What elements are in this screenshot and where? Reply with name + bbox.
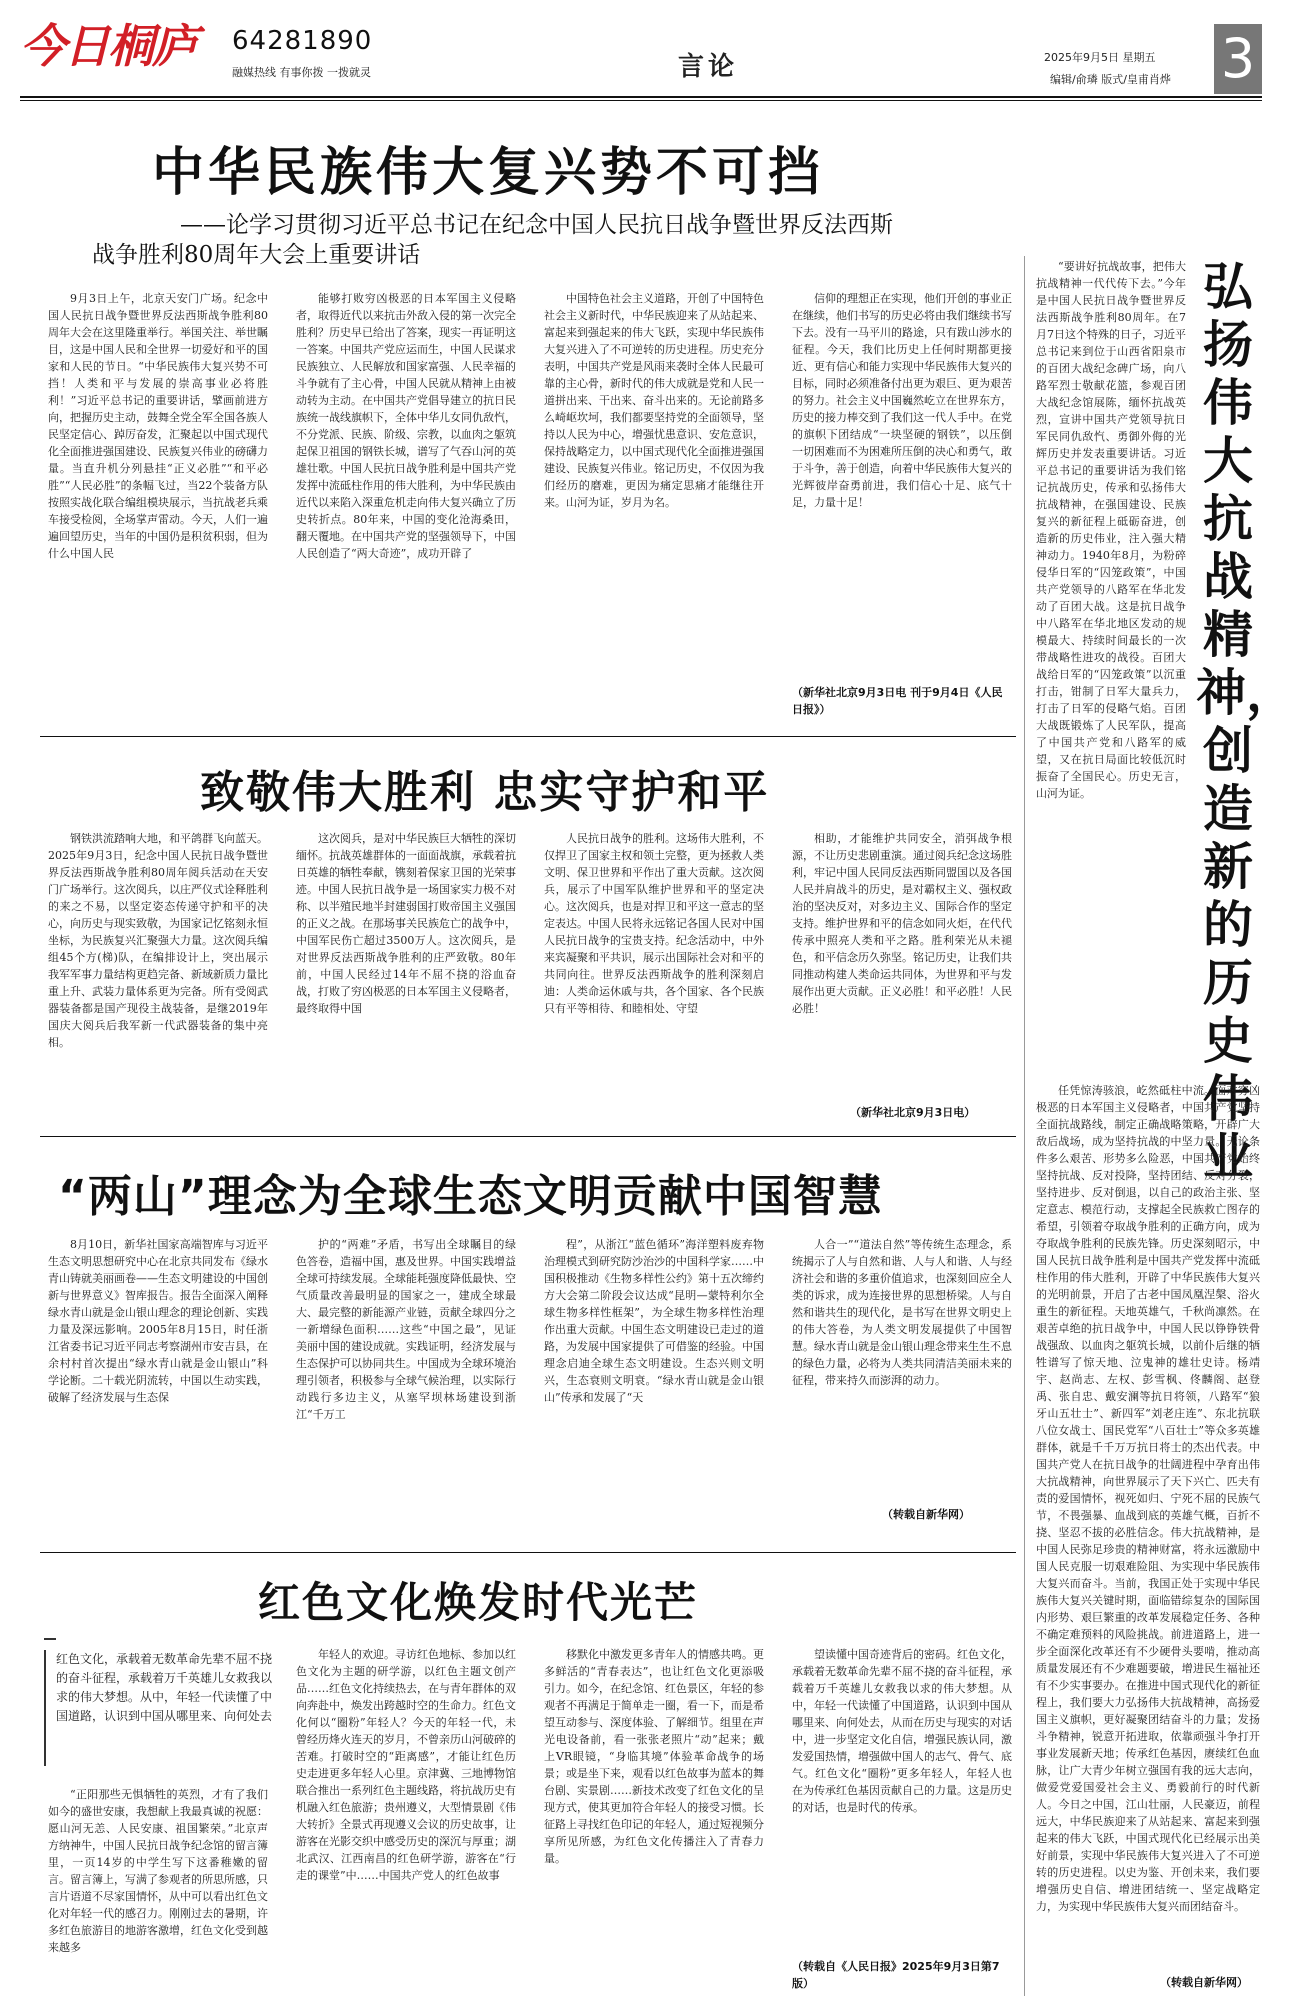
hotline-slogan: 融媒热线 有事你拨 一拨就灵 bbox=[232, 66, 371, 79]
article3-credit: （转载自新华网） bbox=[882, 1508, 970, 1521]
article2-column-2: 这次阅兵，是对中华民族巨大牺牲的深切缅怀。抗战英雄群体的一面面战旗，承载着抗日英雄的牺牲奉献，镌刻着保家卫国的光荣事迹。中国人民抗日战争是一场国家实力极不对称、以半殖民地半封建弱国打败帝国主义强国的正义之战。在那场事关民族危亡的战争中，中国军民伤亡超过3500万人。这次阅兵，是对世界反法西斯战争胜利的庄严致敬。80年前，中国人民经过14年不屈不挠的浴血奋战，打败了穷凶极恶的日本军国主义侵略者，最终取得中国 bbox=[296, 832, 516, 1015]
hotline-number: 64281890 bbox=[232, 26, 373, 56]
sidebar-credit: （转载自新华网） bbox=[1160, 1976, 1248, 1989]
article4-column-2: 年轻人的欢迎。寻访红色地标、参加以红色文化为主题的研学游，以红色主题文创产品……红色文化持续热去，在与青年群体的双向奔赴中，焕发出跨越时空的生命力。红色文化何以“圈粉”年轻人？今天的年轻一代，未曾经历烽火连天的岁月，不曾亲历山河破碎的苦难。打破时空的“距离感”，才能让红色历史走进更多年轻人心里。京津冀、三地博物馆联合推出一系列红色主题线路，将抗战历史有机融入红色旅游；贵州遵义，大型情景剧《伟大转折》全景式再现遵义会议的历史故事，让游客在光影交织中感受历史的深沉与厚重；湖北武汉、江西南昌的红色研学游，游客在“行走的课堂”中……中国共产党人的红色故事 bbox=[296, 1648, 516, 1882]
article4-column-4: 望读懂中国奇迹背后的密码。红色文化，承载着无数革命先辈不屈不挠的奋斗征程，承载着万千英雄儿女救我以求的伟大梦想。从中，年轻一代读懂了中国道路，认识到中国从哪里来、向何处去，从而在历史与现实的对话中，进一步坚定文化自信，增强民族认同，激发爱国热情，增强做中国人的志气、骨气、底气。红色文化“圈粉”更多年轻人，年轻人也在为传承红色基因贡献自己的力量。这是历史的对话，也是时代的传承。 bbox=[792, 1648, 1012, 1814]
editor-credits: 编辑/俞璘 版式/皇甫肖烨 bbox=[1050, 73, 1171, 86]
article1-subtitle-line2: 战争胜利80周年大会上重要讲话 bbox=[92, 242, 421, 268]
article4-column-1: “正阳那些无惧牺牲的英烈，才有了我们如今的盛世安康，我想献上我最真诚的祝愿：愿山河无恙、人民安康、祖国繁荣。”北京声方纳神牛，中国人民抗日战争纪念馆的留言簿里，一页14岁的中学生写下这番稚嫩的留言。留言簿上，写满了参观者的所思所感，只言片语道不尽家国情怀，从中可以看出红色文化对年轻一代的感召力。刚刚过去的暑期，许多红色旅游目的地游客激增，红色文化受到越来越多 bbox=[48, 1788, 268, 1954]
newspaper-logo: 今日桐庐 bbox=[20, 19, 196, 73]
divider-3 bbox=[40, 1552, 1016, 1553]
article1-credit: （新华社北京9月3日电 刊于9月4日《人民日报》） bbox=[792, 686, 1003, 716]
article1-subtitle-line1: ——论学习贯彻习近平总书记在纪念中国人民抗日战争暨世界反法西斯 bbox=[180, 212, 893, 238]
divider-2 bbox=[40, 1136, 1016, 1137]
article2-column-4: 相助，才能维护共同安全，消弭战争根源，不让历史悲剧重演。通过阅兵纪念这场胜利，牢记中国人民同反法西斯同盟国以及各国人民并肩战斗的历史，是对霸权主义、强权政治的坚决反对，对多边主义、国际合作的坚定支持。维护世界和平的信念如同火炬，在代代传承中照亮人类和平之路。胜利荣光从未褪色，和平信念历久弥坚。铭记历史，让我们共同推动构建人类命运共同体，为世界和平与发展作出更大贡献。正义必胜！和平必胜！人民必胜！ bbox=[792, 832, 1012, 1015]
article1-title: 中华民族伟大复兴势不可挡 bbox=[152, 143, 825, 203]
sidebar-title: 弘扬伟大抗战精神，创造新的历史伟业 bbox=[1196, 258, 1296, 1186]
article3-title: “两山”理念为全球生态文明贡献中国智慧 bbox=[58, 1171, 883, 1222]
section-name: 言论 bbox=[678, 52, 739, 82]
issue-date: 2025年9月5日 星期五 bbox=[1044, 51, 1156, 64]
quote-bracket bbox=[44, 1638, 56, 1652]
article3-column-2: 护的“两难”矛盾，书写出全球瞩目的绿色答卷，造福中国，惠及世界。中国实践增益全球可持续发展。全球能耗强度降低最快、空气质量改善最明显的国家之一，建成全球最大、最完整的新能源产业链，贡献全球四分之一新增绿色面积……这些“中国之最”，见证美丽中国的建设成就。实践证明，经济发展与生态保护可以协同共生。中国成为全球环境治理引领者，积极参与全球气候治理，以实际行动践行多边主义，从塞罕坝林场建设到浙江“千万工 bbox=[296, 1238, 516, 1421]
article3-column-4: 人合一”“道法自然”等传统生态理念，系统揭示了人与自然和谐、人与人和谐、人与经济社会和谐的多重价值追求，也深刻回应全人类的诉求，成为连接世界的思想桥梁。人与自然和谐共生的现代化，是书写在世界文明史上的伟大答卷，为人类文明发展提供了中国智慧。绿水青山就是金山银山理念带来生生不息的绿色力量，必将为人类共同清洁美丽未来的征程，带来持久而澎湃的动力。 bbox=[792, 1238, 1012, 1387]
article1-column-4: 信仰的理想正在实现，他们开创的事业正在继续，他们书写的历史必将由我们继续书写下去。没有一马平川的路途，只有跋山涉水的征程。今天，我们比历史上任何时期都更接近、更有信心和能力实现中华民族伟大复兴的目标，同时必须准备付出更为艰巨、更为艰苦的努力。社会主义中国巍然屹立在世界东方，历史的接力棒交到了我们这一代人手中。在党的旗帜下团结成“一块坚硬的钢铁”，以压倒一切困难而不为困难所压倒的决心和勇气，敢于斗争，善于创造，向着中华民族伟大复兴的光辉彼岸奋勇前进，我们信心十足、底气十足，力量十足！ bbox=[792, 292, 1012, 509]
article2-credit: （新华社北京9月3日电） bbox=[850, 1106, 976, 1119]
article3-column-1: 8月10日，新华社国家高端智库与习近平生态文明思想研究中心在北京共同发布《绿水青山铸就美丽画卷——生态文明建设的中国创新与世界意义》智库报告。报告全面深入阐释绿水青山就是金山银山理念的理论创新、实践力量及深远影响。2005年8月15日，时任浙江省委书记习近平同志考察湖州市安吉县，在余村村首次提出“绿水青山就是金山银山”科学论断。二十载光阴流转，中国以生动实践，破解了经济发展与生态保 bbox=[48, 1238, 268, 1404]
sidebar-column-bottom: 任凭惊涛骇浪，屹然砥柱中流。面对穷凶极恶的日本军国主义侵略者，中国共产党坚持全面抗战路线，制定正确战略策略，开辟广大敌后战场，成为坚持抗战的中坚力量。无论条件多么艰苦、形势多么险恶，中国共产党始终坚持抗战、反对投降，坚持团结、反对分裂，坚持进步、反对倒退，以自己的政治主张、坚定意志、模范行动，支撑起全民族救亡图存的希望，引领着夺取战争胜利的正确方向，成为夺取战争胜利的民族先锋。历史深刻昭示，中国人民抗日战争胜利是中国共产党发挥中流砥柱作用的伟大胜利，开辟了中华民族伟大复兴的光明前景，开启了古老中国凤凰涅槃、浴火重生的新征程。天地英雄气，千秋尚凛然。在艰苦卓绝的抗日战争中，中国人民以铮铮铁骨战强敌、以血肉之躯筑长城，以前仆后继的牺牲谱写了惊天地、泣鬼神的雄壮史诗。杨靖宇、赵尚志、左权、彭雪枫、佟麟阁、赵登禹、张自忠、戴安澜等抗日将领，八路军“狼牙山五壮士”、新四军“刘老庄连”、东北抗联八位女战士、国民党军“八百壮士”等众多英雄群体，就是千千万万抗日将士的杰出代表。中国共产党人在抗日战争的壮阔进程中孕育出伟大抗战精神，向世界展示了天下兴亡、匹夫有责的爱国情怀，视死如归、宁死不屈的民族气节，不畏强暴、血战到底的英雄气概，百折不挠、坚忍不拔的必胜信念。伟大抗战精神，是中国人民弥足珍贵的精神财富，将永远激励中国人民克服一切艰难险阻、为实现中华民族伟大复兴而奋斗。当前，我国正处于实现中华民族伟大复兴关键时期，面临错综复杂的国际国内形势、艰巨繁重的改革发展稳定任务、各种不确定难预料的风险挑战。前进道路上，进一步全面深化改革还有不少硬骨头要啃，推动高质量发展还有不少难题要破，增进民生福祉还有不少实事要办。在推进中国式现代化的新征程上，我们要大力弘扬伟大抗战精神，高扬爱国主义旗帜，更好凝聚团结奋斗的力量；发扬斗争精神，锐意开拓进取，依靠顽强斗争打开事业发展新天地；传承红色基因，赓续红色血脉，让广大青少年树立强国有我的远大志向，做爱党爱国爱社会主义、勇毅前行的时代新人。今日之中国，江山壮丽，人民豪迈，前程远大，中华民族迎来了从站起来、富起来到强起来的伟大飞跃，中国式现代化已经展示出美好前景，实现中华民族伟大复兴进入了不可逆转的历史进程。以史为鉴、开创未来，我们要增强历史自信、增进团结统一、坚定战略定力，为实现中华民族伟大复兴而团结奋斗。 bbox=[1036, 1084, 1260, 1913]
page-number: 3 bbox=[1214, 24, 1262, 94]
article4-credit: （转载自《人民日报》2025年9月3日第7版） bbox=[792, 1960, 1000, 1990]
article4-column-3: 移默化中激发更多青年人的情感共鸣。更多鲜活的“青春表达”，也让红色文化更添吸引力。如今，在纪念馆、红色景区，年轻的参观者不再满足于简单走一圈，看一下，而是希望互动参与、深度体验、了解细节。组里在声光电设备前，看一张张老照片“动”起来；戴上VR眼镜，“身临其境”体验革命战争的场景；或是坐下来，观看以红色故事为蓝本的舞台剧、实景剧……新技术改变了红色文化的呈现方式，使其更加符合年轻人的接受习惯。长征路上寻找红色印记的年轻人，通过短视频分享所见所感，为红色文化传播注入了青春力量。 bbox=[544, 1648, 764, 1865]
sidebar-divider bbox=[1024, 256, 1025, 1996]
article1-column-1: 9月3日上午，北京天安门广场。纪念中国人民抗日战争暨世界反法西斯战争胜利80周年大会在这里隆重举行。举国关注、举世瞩目，这是中国人民和全世界一切爱好和平的国家和人民的节日。“中华民族伟大复兴势不可挡！人类和平与发展的崇高事业必将胜利！”习近平总书记的重要讲话，擘画前进方向，把握历史主动，鼓舞全党全军全国各族人民坚定信心、踔厉奋发，汇聚起以中国式现代化全面推进强国建设、民族复兴伟业的磅礴力量。当直升机分列悬挂“正义必胜”“和平必胜”“人民必胜”的条幅飞过，当22个装备方队按照实战化联合编组模块展示，当抗战老兵乘车接受检阅，全场掌声雷动。今天，人们一遍遍回望历史，当年的中国仍是积贫积弱，但为什么中国人民 bbox=[48, 292, 268, 560]
article2-column-1: 钢铁洪流踏响大地，和平鸽群飞向蓝天。2025年9月3日，纪念中国人民抗日战争暨世界反法西斯战争胜利80周年阅兵活动在天安门广场举行。这次阅兵，以庄严仪式诠释胜利的来之不易，以坚定姿态传递守护和平的决心，向历史与现实致敬，为国家记忆铭刻永恒坐标，为民族复兴汇聚强大力量。这次阅兵编组45个方(梯)队，在编排设计上，突出展示我军军事力量结构更趋完备、新域新质力量比重上升、武装力量体系更为完备。所有受阅武器装备都是国产现役主战装备，是继2019年国庆大阅兵后我军新一代武器装备的集中亮相。 bbox=[48, 832, 268, 1049]
article1-column-3: 中国特色社会主义道路，开创了中国特色社会主义新时代，中华民族迎来了从站起来、富起来到强起来的伟大飞跃，实现中华民族伟大复兴进入了不可逆转的历史进程。历史充分表明，中国共产党是风雨来袭时全体人民最可靠的主心骨，新时代的伟大成就是党和人民一道拼出来、干出来、奋斗出来的。无论前路多么崎岖坎坷，我们都要坚持党的全面领导，坚持以人民为中心，增强忧患意识、安危意识，保持战略定力，以中国式现代化全面推进强国建设、民族复兴伟业。铭记历史，不仅因为我们经历的磨难，更因为痛定思痛才能继往开来。山河为证，岁月为名。 bbox=[544, 292, 764, 509]
article3-column-3: 程”，从浙江“蓝色循环”海洋塑料废弃物治理模式到研究防沙治沙的中国科学家……中国积极推动《生物多样性公约》第十五次缔约方大会第二阶段会议达成“昆明—蒙特利尔全球生物多样性框架”，为全球生物多样性治理作出重大贡献。中国生态文明建设已走过的道路，为发展中国家提供了可借鉴的经验。中国理念启迪全球生态文明建设。生态兴则文明兴，生态衰则文明衰。“绿水青山就是金山银山”传承和发展了“天 bbox=[544, 1238, 764, 1404]
article2-column-3: 人民抗日战争的胜利。这场伟大胜利，不仅捍卫了国家主权和领土完整，更为拯救人类文明、保卫世界和平作出了重大贡献。这次阅兵，展示了中国军队维护世界和平的坚定决心。这次阅兵，也是对捍卫和平这一意志的坚定表达。中国人民将永远铭记各国人民对中国人民抗日战争的宝贵支持。纪念活动中，中外来宾凝聚和平共识，展示出国际社会对和平的共同向往。世界反法西斯战争的胜利深刻启迪：人类命运休戚与共，各个国家、各个民族只有平等相待、和睦相处、守望 bbox=[544, 832, 764, 1015]
sidebar-column-top: “要讲好抗战故事，把伟大抗战精神一代代传下去。”今年是中国人民抗日战争暨世界反法西斯战争胜利80周年。在7月7日这个特殊的日子，习近平总书记来到位于山西省阳泉市的百团大战纪念碑广场，向八路军烈士敬献花篮，参观百团大战纪念馆展陈，缅怀抗战英烈，宣讲中国共产党领导抗日军民同仇敌忾、勇御外侮的光辉历史并发表重要讲话。习近平总书记的重要讲话为我们铭记抗战历史，传承和弘扬伟大抗战精神，在强国建设、民族复兴的新征程上砥砺奋进，创造新的历史伟业，注入强大精神动力。1940年8月，为粉碎侵华日军的“囚笼政策”，中国共产党领导的八路军在华北发动了百团大战。这是抗日战争中八路军在华北地区发动的规模最大、持续时间最长的一次带战略性进攻的战役。百团大战给日军的“囚笼政策”以沉重打击，钳制了日军大量兵力，打击了日军的侵略气焰。百团大战既锻炼了人民军队，提高了中国共产党和八路军的威望，又在抗日局面比较低沉时振奋了全国民心。历史无言，山河为证。 bbox=[1036, 260, 1186, 800]
article4-title: 红色文化焕发时代光芒 bbox=[258, 1578, 699, 1627]
masthead-rule bbox=[20, 96, 1262, 98]
article1-column-2: 能够打败穷凶极恶的日本军国主义侵略者，取得近代以来抗击外敌入侵的第一次完全胜利？历史早已给出了答案，现实一再证明这一答案。中国共产党应运而生，中国人民谋求民族独立、人民解放和国家富强、人民幸福的斗争就有了主心骨，中国人民就从精神上由被动转为主动。在中国共产党倡导建立的抗日民族统一战线旗帜下，全体中华儿女同仇敌忾，不分党派、民族、阶级、宗教，以血肉之躯筑起保卫祖国的钢铁长城，谱写了气吞山河的英雄壮歌。中国人民抗日战争胜利是中国共产党发挥中流砥柱作用的伟大胜利，为中华民族由近代以来陷入深重危机走向伟大复兴确立了历史转折点。80年来，中国的变化沧海桑田，翻天覆地。在中国共产党的坚强领导下，中国人民创造了“两大奇迹”，成功开辟了 bbox=[296, 292, 516, 560]
article2-title: 致敬伟大胜利 忠实守护和平 bbox=[200, 767, 770, 818]
pull-quote-text: 红色文化，承载着无数革命先辈不屈不挠的奋斗征程，承载着万千英雄儿女救我以求的伟大梦想。从中，年轻一代读懂了中国道路，认识到中国从哪里来、向何处去 bbox=[56, 1652, 273, 1723]
pull-quote bbox=[44, 1650, 274, 1766]
divider-1 bbox=[40, 736, 1016, 737]
masthead-rule-thin bbox=[20, 100, 1262, 101]
